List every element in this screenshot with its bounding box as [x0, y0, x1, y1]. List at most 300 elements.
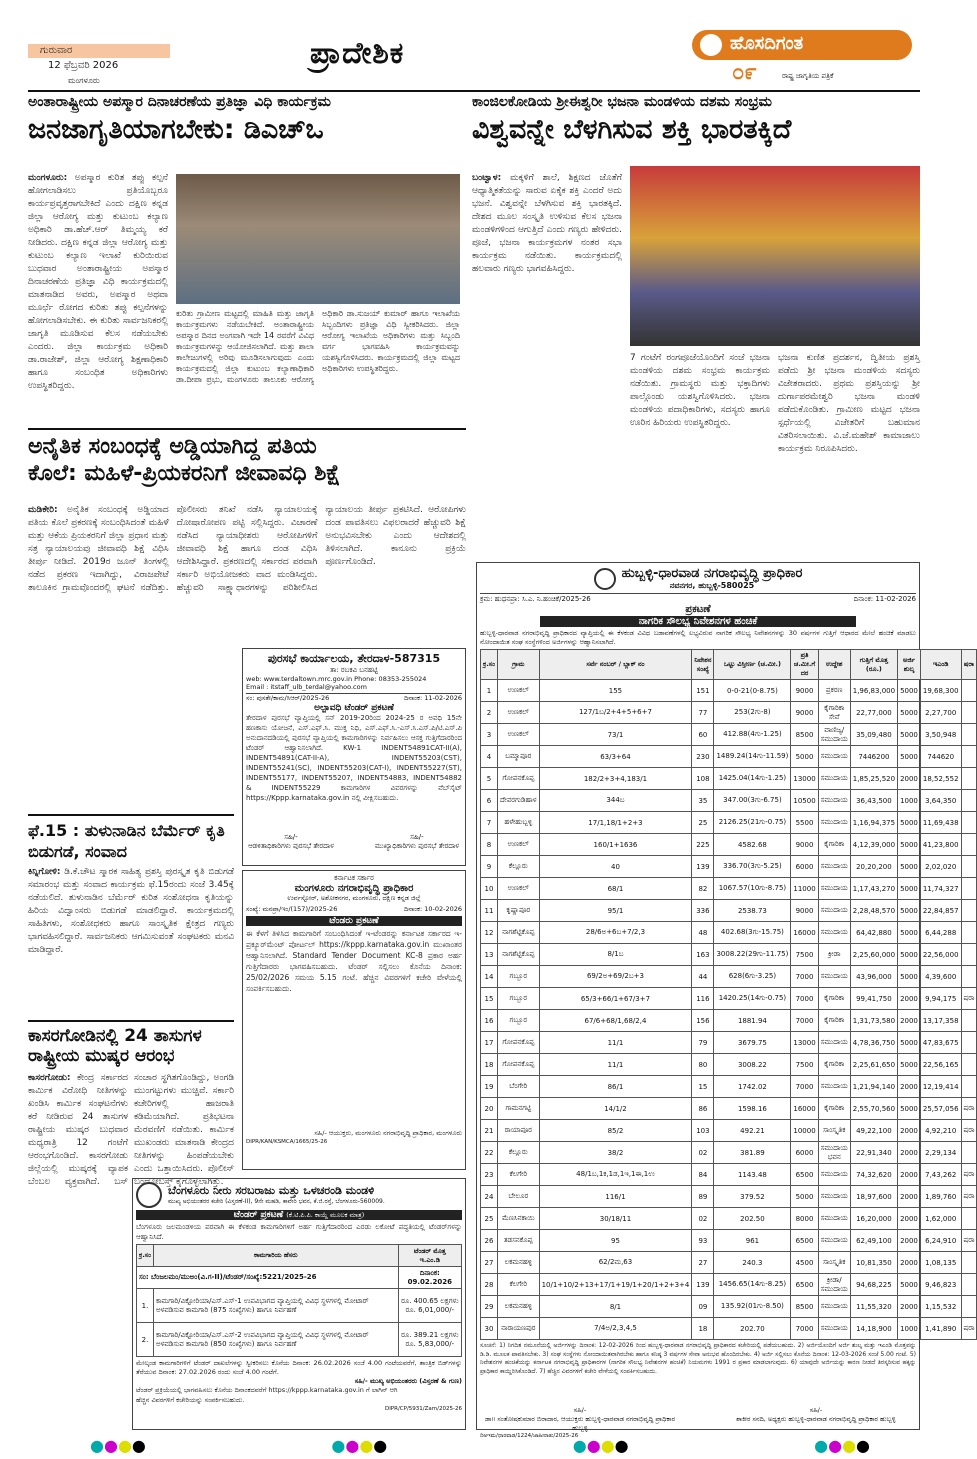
table-cell: 2,29,134 [920, 1142, 961, 1164]
table-cell: 62,49,100 [850, 1230, 897, 1252]
table-cell: ಷರಾ [961, 1120, 977, 1142]
table-cell: ದೇವರಗುಡಿಹಾಳ [498, 790, 540, 812]
table-cell: 22,56,000 [920, 944, 961, 966]
ad-code: DIPR/KAN/KSMCA/1665/25-26 [246, 1139, 328, 1145]
ad-body: ಈ ಕೆಳಗೆ ತಿಳಿಸಿದ ಕಾಮಗಾರಿಗೆ ಸಂಬಂಧಿಸಿದಂತೆ ಇ-ಟೆಂಡರನ್ನು ಕರ್ನಾಟಕ ಸರ್ಕಾರದ ಇ-ಪ್ರಕ್ಯೂರ್‌ಮೆಂಟ್ ಪೋರ್ಟಲ್ https://kppp.karnataka.gov.in ಮುಖಾಂತರ ಆಹ್ವಾನಿಸಲಾಗಿದೆ. Standard Tender Document KC-8 ಪ್ರಕಾರ ಅರ್ಹ ಗುತ್ತಿಗೆದಾರರು ಭಾಗವಹಿಸಬಹುದು. ಟೆಂಡರ್ ಸಲ್ಲಿಸಲು ಕೊನೆಯ ದಿನಾಂಕ: 25/02/2026 ಸಮಯ 5.15 ಗಂಟೆ. ಹೆಚ್ಚಿನ ವಿವರಗಳಿಗೆ ಕಚೇರಿ ವೇಳೆಯಲ್ಲಿ ಸಂಪರ್ಕಿಸಬಹುದು. [246, 929, 462, 993]
table-cell: 9000 [791, 680, 818, 702]
table-cell: 5000 [791, 746, 818, 768]
table-cell: 9,46,823 [920, 1274, 961, 1296]
ad-sign: ಸಹಿ/- ಆಯುಕ್ತರು, ಮಂಗಳೂರು ನಗರಾಭಿವೃದ್ಧಿ ಪ್ರಾಧಿಕಾರ, ಮಂಗಳೂರು [314, 1129, 462, 1137]
table-cell: 2,28,48,570 [850, 900, 897, 922]
table-cell: 28/6ಅ+6ಬ+7/2,3 [539, 922, 692, 944]
table-cell: 9 [481, 856, 498, 878]
table-cell: 139 [692, 856, 714, 878]
table-cell: 2000 [898, 1208, 921, 1230]
table-cell: 16 [481, 1010, 498, 1032]
row-no: 1. [137, 1289, 154, 1323]
table-cell: 1,08,135 [920, 1252, 961, 1274]
ad-title: ಬೆಂಗಳೂರು ನೀರು ಸರಬರಾಜು ಮತ್ತು ಒಳಚರಂಡಿ ಮಂಡಳಿ [168, 1184, 375, 1197]
table-cell: 10 [481, 878, 498, 900]
table-cell: ಷರಾ [961, 1098, 977, 1120]
table-cell: 1420.25(14ಗು-0.75) [714, 988, 791, 1010]
table-cell: 41,23,800 [920, 834, 961, 856]
table-cell: 1,16,94,375 [850, 812, 897, 834]
divider [28, 1020, 234, 1022]
table-cell: 95/1 [539, 900, 692, 922]
table-cell: ಸಮುದಾಯ [818, 1076, 850, 1098]
allotment-table [480, 649, 977, 1340]
table-row [481, 834, 977, 856]
table-cell: 67/6+68/1,68/2,4 [539, 1010, 692, 1032]
table-cell: 02 [692, 1142, 714, 1164]
table-cell: 5000 [898, 680, 921, 702]
ad-code: DIPR/CP/5931/Zam/2025-26 [384, 1406, 462, 1412]
table-cell: 7000 [791, 1076, 818, 1098]
table-cell [961, 1208, 977, 1230]
story-body-text: ಕೇಂದ್ರ ಸರ್ಕಾರದ ಕಾರ್ಮಿಕ ವಿರೋಧಿ ನೀತಿಗಳನ್ನು ಖಂಡಿಸಿ ಕಾರ್ಮಿಕ ಸಂಘಟನೆಗಳು ಕರೆ ನೀಡಿರುವ 24 ತಾಸುಗಳ ರಾಷ್ಟ್ರೀಯ ಮುಷ್ಕರ ಬುಧವಾರ ಮಧ್ಯರಾತ್ರಿ 12 ಗಂಟೆಗೆ ಆರಂಭಗೊಂಡಿದೆ. ಕಾಸರಗೋಡು ಜಿಲ್ಲೆಯಲ್ಲಿ ಮುಷ್ಕರಕ್ಕೆ ವ್ಯಾಪಕ ಬೆಂಬಲ ವ್ಯಕ್ತವಾಗಿದೆ. ಬಸ್ ಸಂಚಾರ ಸ್ಥಗಿತಗೊಂಡಿದ್ದು, ಅಂಗಡಿ ಮುಂಗಟ್ಟುಗಳು ಮುಚ್ಚಿವೆ. ಸರ್ಕಾರಿ ಕಚೇರಿಗಳಲ್ಲಿ ಹಾಜರಾತಿ ಕಡಿಮೆಯಾಗಿದೆ. ಪ್ರತಿಭಟನಾ ಮೆರವಣಿಗೆ ನಡೆಯಿತು. ಕಾರ್ಮಿಕ ಮುಖಂಡರು ಮಾತನಾಡಿ ಕೇಂದ್ರದ ನೀತಿಗಳನ್ನು ಹಿಂಪಡೆಯಬೇಕು ಎಂದು ಒತ್ತಾಯಿಸಿದರು. ಪೊಲೀಸ್ ಬಂದೋಬಸ್ತ್ ಕೈಗೊಳ್ಳಲಾಗಿತ್ತು. [28, 1073, 234, 1187]
table-cell: ಕೈಗಾರಿಕಾ [818, 1098, 850, 1120]
ad-sign: ಸಹಿ/- [573, 1406, 587, 1414]
table-cell: 225 [692, 834, 714, 856]
table-cell: 9000 [791, 702, 818, 724]
table-cell: ಸಮುದಾಯ ಭವನ [818, 1142, 850, 1164]
table-cell: 30/18/11 [539, 1208, 692, 1230]
table-cell: ಉಣಕಲ್ [498, 680, 540, 702]
table-cell: 1 [481, 680, 498, 702]
table-row [137, 1289, 462, 1323]
table-cell: 02 [692, 1208, 714, 1230]
table-cell: 182/2+3+4,183/1 [539, 768, 692, 790]
table-cell: ಕೆಲಗೇರಿ [498, 1164, 540, 1186]
table-cell: 14/1/2 [539, 1098, 692, 1120]
table-cell: 4582.68 [714, 834, 791, 856]
col-header: ಗ್ರಾಮ [498, 650, 540, 680]
table-cell: ಷರಾ [961, 1186, 977, 1208]
table-cell: 7500 [791, 1054, 818, 1076]
table-cell: 8500 [791, 1296, 818, 1318]
table-cell: 7000 [791, 966, 818, 988]
table-cell: 11000 [791, 878, 818, 900]
table-cell: 25,57,056 [920, 1098, 961, 1120]
ad-email: Email : itstaff_ulb_terdal@yahoo.com [246, 683, 367, 691]
table-cell: 7500 [791, 944, 818, 966]
table-cell: 9000 [791, 834, 818, 856]
table-cell: 5000 [898, 1098, 921, 1120]
ad-ref: ಸಂ: ಬೆಂಜಲಮಂ/ಮುಅಂ(ವಿ.ಗ-II)/ಟೆಂಡರ್/ಸಂಖ್ಯೆ:5221/2025-26 [137, 1267, 399, 1289]
table-row [481, 900, 977, 922]
row-name: ಕಾಮಗಾರಿ/ವಿಕ್ಟೋರಿಯಾ/ಎಸ್.ಎಸ್-1 ಉಪವಿಭಾಗದ ವ್ಯಾಪ್ತಿಯಲ್ಲಿ ವಿವಿಧ ಸ್ಥಳಗಳಲ್ಲಿ ಮೋಟಾರ್ ಅಳವಡಿಸುವ ಕಾಮಗಾರಿ (875 ಸಂಖ್ಯೆಗಳು) ಹಾಗೂ ನಿರ್ವಹಣೆ [154, 1289, 399, 1323]
table-cell: ಗಾಮನಗಟ್ಟಿ [498, 1098, 540, 1120]
table-cell: ಸಮುದಾಯ [818, 856, 850, 878]
table-cell: 6 [481, 790, 498, 812]
table-cell: 11/1 [539, 1054, 692, 1076]
table-cell: 7000 [791, 1318, 818, 1340]
story-kicker: ಕಾಂಜಿಲಕೋಡಿಯ ಶ್ರೀಈಶ್ವರೀ ಭಜನಾ ಮಂಡಳಿಯ ದಶಮ ಸಂಭ್ರಮ [472, 94, 772, 110]
col-header: ಅರ್ಜಿ ಶುಲ್ಕ [898, 650, 921, 680]
table-cell: 60 [692, 724, 714, 746]
table-cell: 2000 [898, 1120, 921, 1142]
table-cell: 86/1 [539, 1076, 692, 1098]
ad-signatory: ಆಡಳಿತಾಧಿಕಾರಿಗಳು ಪುರಸಭೆ ತೇರದಾಳ [248, 842, 334, 850]
story-body [28, 866, 234, 1006]
table-cell: 7446200 [850, 746, 897, 768]
table-cell: 22,91,340 [850, 1142, 897, 1164]
table-cell: 18 [692, 1318, 714, 1340]
table-cell: ಗೋಪನಕೊಪ್ಪ [498, 768, 540, 790]
table-cell: 74,32,620 [850, 1164, 897, 1186]
table-cell [961, 834, 977, 856]
paper-name: ಹೊಸದಿಗಂತ [730, 33, 804, 54]
ad-heading-note: (ಕೆ.ಟಿ.ಪಿ.ಪಿ. ಕಾಯ್ದೆ ಮೂಲಕ ಮಾತ್ರ) [286, 1211, 365, 1219]
table-cell: ಮೆಣಸಿನಕಾಯಿ [498, 1208, 540, 1230]
story-photo [630, 166, 920, 346]
bwssb-emblem-icon [136, 1182, 162, 1208]
ad-title: ಮಂಗಳೂರು ನಗರಾಭಿವೃದ್ಧಿ ಪ್ರಾಧಿಕಾರ [294, 883, 414, 894]
table-cell: 15 [481, 988, 498, 1010]
table-cell: 139 [692, 1274, 714, 1296]
table-cell: 202.70 [714, 1318, 791, 1340]
table-row [481, 746, 977, 768]
table-cell: 1598.16 [714, 1098, 791, 1120]
table-cell: 1,62,000 [920, 1208, 961, 1230]
publication-date: 12 ಫೆಬ್ರವರಿ 2026 [48, 60, 119, 71]
table-cell: 2000 [898, 1186, 921, 1208]
col-header: ಗುತ್ತಿಗೆ ಮೊತ್ತ (ರೂ.) [850, 650, 897, 680]
day-label: ಗುರುವಾರ [28, 44, 170, 58]
table-cell: 6500 [791, 1230, 818, 1252]
table-cell: ಹಳೇಹುಬ್ಬಳ್ಳಿ [498, 812, 540, 834]
table-row [481, 922, 977, 944]
table-cell: 2000 [898, 988, 921, 1010]
table-cell: 11,69,438 [920, 812, 961, 834]
table-cell: 8500 [791, 724, 818, 746]
table-cell: 108 [692, 768, 714, 790]
table-cell: 2,27,700 [920, 702, 961, 724]
dateline: ಕಾಸರಗೋಡು: [28, 1073, 71, 1083]
table-cell: 1,31,73,580 [850, 1010, 897, 1032]
table-cell: 99,41,750 [850, 988, 897, 1010]
ad-intro: ಬೆಂಗಳೂರು ಜಲಮಂಡಳಿಯ ಪರವಾಗಿ ಈ ಕೆಳಕಂಡ ಕಾಮಗಾರಿಗಳಿಗೆ ಅರ್ಹ ಗುತ್ತಿಗೆದಾರರಿಂದ ಎರಡು ಲಕೋಟೆ ಪದ್ಧತಿಯಲ್ಲಿ ಟೆಂಡರ್‌ಗಳನ್ನು ಆಹ್ವಾನಿಸಿದೆ. [136, 1223, 462, 1241]
table-cell: 48 [692, 922, 714, 944]
ad-subheading: ನಾಗರಿಕ ಸೌಲಭ್ಯ ನಿವೇಶನಗಳ ಹಂಚಿಕೆ [540, 616, 856, 627]
table-cell: ಸಾಂಸ್ಕೃತಿಕ [818, 1252, 850, 1274]
story-kicker: ಅಂತಾರಾಷ್ಟ್ರೀಯ ಅಪಸ್ಮಾರ ದಿನಾಚರಣೆಯ ಪ್ರತಿಜ್ಞಾ ವಿಧಿ ಕಾರ್ಯಕ್ರಮ [28, 94, 331, 110]
table-cell: ಉಣಕಲ್ [498, 834, 540, 856]
table-cell [961, 1010, 977, 1032]
ad-sign: ಸಹಿ/- ಮುಖ್ಯ ಅಭಿಯಂತರರು (ವಿಸ್ತರಣೆ & ಗುಣ) [354, 1377, 462, 1385]
table-cell: 79 [692, 1032, 714, 1054]
table-cell: ಸಮುದಾಯ [818, 768, 850, 790]
table-cell: 7,43,262 [920, 1164, 961, 1186]
table-cell: 412.88(4ಗು-1.25) [714, 724, 791, 746]
table-cell: 3,64,350 [920, 790, 961, 812]
table-cell: 14,18,900 [850, 1318, 897, 1340]
table-cell [961, 856, 977, 878]
table-cell: 95 [539, 1230, 692, 1252]
story-body-continued: 7 ಗಂಟೆಗೆ ರಂಗಪೂಜೆಯೊಂದಿಗೆ ಸಂಜೆ ಭಜನಾ ಮಂಡಳಿಯ ದಶಮ ಸಂಭ್ರಮ ಕಾರ್ಯಕ್ರಮ ನಡೆಯಿತು. ಗ್ರಾಮಸ್ಥರು ಮತ್ತು ಭಕ್ತಾದಿಗಳು ಪಾಲ್ಗೊಂಡು ಯಶಸ್ವಿಗೊಳಿಸಿದರು. ಭಜನಾ ಮಂಡಳಿಯ ಪದಾಧಿಕಾರಿಗಳು, ಸದಸ್ಯರು ಹಾಗೂ ಊರಿನ ಹಿರಿಯರು ಉಪಸ್ಥಿತರಿದ್ದರು. [630, 353, 770, 428]
table-cell [961, 1032, 977, 1054]
table-cell: 5000 [791, 1186, 818, 1208]
table-cell: 6000 [791, 1142, 818, 1164]
table-cell: 89 [692, 1186, 714, 1208]
row-no: 2. [137, 1323, 154, 1357]
table-cell: 1742.02 [714, 1076, 791, 1098]
table-row [481, 1076, 977, 1098]
table-row [481, 1032, 977, 1054]
col-header: ಕ್ರ.ಸಂ [137, 1245, 154, 1267]
table-cell: 84 [692, 1164, 714, 1186]
ad-footer: ಮೇಲ್ಕಂಡ ಕಾಮಗಾರಿಗಳಿಗೆ ಟೆಂಡರ್ ದಾಖಲೆಗಳನ್ನು ಸ್ವೀಕರಿಸಲು ಕೊನೆಯ ದಿನಾಂಕ: 26.02.2026 ಸಂಜೆ 4.00 ಗಂಟೆಯವರೆಗೆ, ತಾಂತ್ರಿಕ ಬಿಡ್‌ಗಳನ್ನು ತೆರೆಯುವ ದಿನಾಂಕ: 27.02.2026 ರಂದು ಸಂಜೆ 4.00 ಗಂಟೆಗೆ. [136, 1359, 462, 1376]
table-cell: ವಾಣಿಜ್ಯ/ಸಮುದಾಯ [818, 724, 850, 746]
table-cell: 1,89,760 [920, 1186, 961, 1208]
table-cell: 26 [481, 1230, 498, 1252]
table-cell [961, 746, 977, 768]
table-cell: 25 [692, 812, 714, 834]
table-cell: 64,42,880 [850, 922, 897, 944]
table-cell: ಸಮುದಾಯ [818, 1208, 850, 1230]
table-cell: 2,25,60,000 [850, 944, 897, 966]
table-row [481, 1318, 977, 1340]
table-cell: 30 [481, 1318, 498, 1340]
table-cell: 1,21,94,140 [850, 1076, 897, 1098]
table-cell: ಸಮುದಾಯ [818, 812, 850, 834]
col-header: ಷರಾ [961, 650, 977, 680]
story-headline-line2: ಕೊಲೆ: ಮಹಿಳೆ-ಪ್ರಿಯಕರನಿಗೆ ಜೀವಾವಧಿ ಶಿಕ್ಷೆ [28, 461, 341, 486]
ad-note: ಹೆಚ್ಚಿನ ವಿವರಗಳಿಗೆ ಕಚೇರಿಯನ್ನು ಸಂಪರ್ಕಿಸಬಹುದು. [136, 1396, 245, 1404]
table-cell: 2,02,020 [920, 856, 961, 878]
table-row [481, 856, 977, 878]
table-cell: 1,41,890 [920, 1318, 961, 1340]
table-cell: 1067.57(10ಗು-8.75) [714, 878, 791, 900]
table-cell: 5500 [791, 812, 818, 834]
table-cell: 20 [481, 1098, 498, 1120]
table-cell: 5000 [898, 702, 921, 724]
table-cell: ರಾಯಾಪೂರ [498, 1120, 540, 1142]
table-cell: ಸಮುದಾಯ [818, 922, 850, 944]
table-cell: 253(2ಗು-8) [714, 702, 791, 724]
divider [28, 428, 466, 430]
table-cell: 4,39,600 [920, 966, 961, 988]
table-cell: ಲಕಮನಹಳ್ಳಿ [498, 1252, 540, 1274]
table-cell: ಸಮುದಾಯ [818, 1230, 850, 1252]
registration-marks [90, 1436, 870, 1455]
color-dots-icon: ●●●● [90, 1436, 146, 1455]
dateline: ಕಿನ್ನಿಗೋಳಿ: [28, 867, 61, 877]
table-cell: 5000 [898, 724, 921, 746]
story-headline: ಫೆ.15 : ತುಳುನಾಡಿನ ಬೆರ್ಮೆರ್ ಕೃತಿ ಬಿಡುಗಡೆ, ಸಂವಾದ [28, 821, 225, 861]
table-cell: 744620 [920, 746, 961, 768]
table-cell: 116/1 [539, 1186, 692, 1208]
table-cell: 6500 [791, 1274, 818, 1296]
table-cell: 5 [481, 768, 498, 790]
table-cell: 103 [692, 1120, 714, 1142]
ad-heading: ಟೆಂಡರು ಪ್ರಕಟಣೆ [246, 916, 462, 926]
paper-tagline: ರಾಷ್ಟ್ರ ಜಾಗೃತಿಯ ಪತ್ರಿಕೆ [782, 72, 834, 80]
table-cell [961, 944, 977, 966]
ad-ref: ಸಂ: ಪುಸತೇ/ಕಾಮ/ಸಿಆರ್/2025-26 [246, 694, 330, 702]
table-cell: ತಡಸನಕೊಪ್ಪ [498, 1230, 540, 1252]
table-cell: ಷರಾ [961, 1318, 977, 1340]
table-cell: ನಾಗಶೆಟ್ಟಿಕೊಪ್ಪ [498, 944, 540, 966]
hdua-emblem-icon [594, 568, 616, 590]
table-cell: 14 [481, 966, 498, 988]
table-cell: 86 [692, 1098, 714, 1120]
story-headline: ವಿಶ್ವವನ್ನೇ ಬೆಳಗಿಸುವ ಶಕ್ತಿ ಭಾರತಕ್ಕಿದೆ [472, 114, 792, 145]
table-cell: 2000 [898, 768, 921, 790]
table-cell: 22,77,000 [850, 702, 897, 724]
table-cell: 4 [481, 746, 498, 768]
table-cell: 13000 [791, 768, 818, 790]
story-body-text: ಮಕ್ಕಳಿಗೆ ಶಾಲೆ, ಶಿಕ್ಷಣದ ಜೊತೆಗೆ ಆಧ್ಯಾತ್ಮಿಕತೆಯನ್ನು ಸಾರುವ ಏಕೈಕ ಶಕ್ತಿ ಎಂದರೆ ಅದು ಭಜನೆ. ವಿಶ್ವವನ್ನೇ ಬೆಳಗಿಸುವ ಶಕ್ತಿ ಭಾರತಕ್ಕಿದೆ. ದೇಶದ ಮೂಲ ಸಂಸ್ಕೃತಿ ಉಳಿಸುವ ಕೆಲಸ ಭಜನಾ ಮಂಡಳಿಗಳಿಂದ ಆಗುತ್ತಿದೆ ಎಂದು ಗಣ್ಯರು ಹೇಳಿದರು. ಪೂಜೆ, ಭಜನಾ ಕಾರ್ಯಕ್ರಮಗಳ ನಂತರ ಸಭಾ ಕಾರ್ಯಕ್ರಮ ನಡೆಯಿತು. ಕಾರ್ಯಕ್ರಮದಲ್ಲಿ ಹಲವಾರು ಗಣ್ಯರು ಭಾಗವಹಿಸಿದ್ದರು. [472, 173, 622, 274]
table-cell: 347.00(3ಗು-6.75) [714, 790, 791, 812]
story-body [472, 172, 622, 556]
table-cell: 151 [692, 680, 714, 702]
table-cell: 7000 [791, 988, 818, 1010]
table-cell: 0-0-21(0-8.75) [714, 680, 791, 702]
col-header: ಸರ್ವೆ ನಂಬರ್ / ಬ್ಲಾಕ್ ನಂ [539, 650, 692, 680]
table-row [481, 1054, 977, 1076]
table-cell: 156 [692, 1010, 714, 1032]
table-cell [961, 922, 977, 944]
table-row [481, 1274, 977, 1296]
table-cell [961, 1076, 977, 1098]
table-cell: 22,84,857 [920, 900, 961, 922]
table-cell: ಕ್ರೀಡಾ [818, 944, 850, 966]
table-cell: 21 [481, 1120, 498, 1142]
table-cell: 336.70(3ಗು-5.25) [714, 856, 791, 878]
table-cell: 2000 [898, 1252, 921, 1274]
table-cell: 5000 [898, 1032, 921, 1054]
table-cell: 2,55,70,560 [850, 1098, 897, 1120]
table-cell: 11 [481, 900, 498, 922]
story-body [28, 172, 168, 424]
color-dots-icon: ●●●● [331, 1436, 388, 1455]
table-cell: 163 [692, 944, 714, 966]
table-cell: 2,25,61,650 [850, 1054, 897, 1076]
ad-date: ದಿನಾಂಕ: 11-02-2026 [853, 595, 916, 603]
ad-bwssb-tender [132, 1178, 466, 1430]
table-cell: 11,74,327 [920, 878, 961, 900]
table-cell: 6500 [791, 1164, 818, 1186]
table-cell: 1881.94 [714, 1010, 791, 1032]
table-cell [961, 1252, 977, 1274]
table-cell [961, 900, 977, 922]
table-cell [961, 680, 977, 702]
col-header: ಇಎಂಡಿ [920, 650, 961, 680]
table-cell: 13,17,358 [920, 1010, 961, 1032]
table-cell [961, 1142, 977, 1164]
ad-date: ದಿನಾಂಕ: 10-02-2026 [404, 905, 462, 913]
ad-subtitle: ತಾ: ರಬಕವಿ ಬನಹಟ್ಟಿ [330, 666, 378, 674]
ad-code: ದಿಅಇಮ/ಧಾರವಾಡ/1224/ಜಾಹೀರಾತು/2025-26 [480, 1433, 579, 1439]
table-cell: 116 [692, 988, 714, 1010]
table-cell: 492.21 [714, 1120, 791, 1142]
table-row [481, 702, 977, 724]
table-cell: 27 [481, 1252, 498, 1274]
table-cell: 44 [692, 966, 714, 988]
table-cell: ಸಮುದಾಯ [818, 878, 850, 900]
table-cell: 2000 [898, 1076, 921, 1098]
masthead-rule [28, 90, 920, 92]
table-cell: 336 [692, 900, 714, 922]
table-cell: 3008.22 [714, 1054, 791, 1076]
table-cell: 1456.65(14ಗು-8.25) [714, 1274, 791, 1296]
ad-subtitle: ನವನಗರ, ಹುಬ್ಬಳ್ಳಿ-580025 [669, 581, 755, 590]
table-cell: 4500 [791, 1252, 818, 1274]
table-cell: 19,68,300 [920, 680, 961, 702]
table-cell: 77 [692, 702, 714, 724]
table-cell: 2000 [898, 1010, 921, 1032]
ad-date: ದಿನಾಂಕ: 11-02-2026 [404, 694, 462, 702]
table-cell: 379.52 [714, 1186, 791, 1208]
row-name: ಕಾಮಗಾರಿ/ವಿಕ್ಟೋರಿಯಾ/ಎಸ್.ಎಸ್-2 ಉಪವಿಭಾಗದ ವ್ಯಾಪ್ತಿಯಲ್ಲಿ ವಿವಿಧ ಸ್ಥಳಗಳಲ್ಲಿ ಮೋಟಾರ್ ಅಳವಡಿಸುವ ಕಾಮಗಾರಿ (850 ಸಂಖ್ಯೆಗಳು) ಹಾಗೂ ನಿರ್ವಹಣೆ [154, 1323, 399, 1357]
table-cell: 29 [481, 1296, 498, 1318]
table-cell: ಲಕಮನಹಳ್ಳಿ [498, 1296, 540, 1318]
col-header: ಕ್ರ.ಸಂ [481, 650, 498, 680]
table-cell: 3 [481, 724, 498, 746]
table-cell [961, 702, 977, 724]
table-cell: 7000 [791, 1010, 818, 1032]
table-row [481, 768, 977, 790]
table-cell: ಸಮುದಾಯ [818, 1296, 850, 1318]
table-cell: 127/1ಬ/2+4+5+6+7 [539, 702, 692, 724]
table-cell [961, 1274, 977, 1296]
table-row [481, 966, 977, 988]
table-cell: 40 [539, 856, 692, 878]
table-cell [961, 1296, 977, 1318]
ad-signatory: ಶಾಕೀರ ಸನದಿ, ಅಧ್ಯಕ್ಷರು ಹುಬ್ಬಳ್ಳಿ-ಧಾರವಾಡ ನಗರಾಭಿವೃದ್ಧಿ ಪ್ರಾಧಿಕಾರ ಹುಬ್ಬಳ್ಳಿ [736, 1415, 896, 1423]
table-cell: 381.89 [714, 1142, 791, 1164]
table-cell: ಉಣಕಲ್ [498, 724, 540, 746]
ad-portal: ಟೆಂಡರ್ ಪ್ರಕ್ರಿಯೆಯಲ್ಲಿ ಭಾಗವಹಿಸಲು ಕೊನೆಯ ದಿನಾಂಕದವರೆಗೆ https://kppp.karnataka.gov.in ಗೆ ಲಾಗಿನ್ ಆಗಿ [136, 1386, 398, 1394]
table-cell: 6000 [791, 856, 818, 878]
row-amount: ರೂ. 389.21 ಲಕ್ಷಗಳು ರೂ. 5,83,000/- [398, 1323, 461, 1357]
table-row [137, 1323, 462, 1357]
ad-sign: ಸಹಿ/- [284, 833, 298, 841]
ad-title: ಪುರಸಭೆ ಕಾರ್ಯಾಲಯ, ತೇರದಾಳ-587315 [267, 652, 441, 665]
table-cell: ಸಾಂಸ್ಕೃತಿಕ [818, 1120, 850, 1142]
story-headline-line1: ಅನೈತಿಕ ಸಂಬಂಧಕ್ಕೆ ಅಡ್ಡಿಯಾಗಿದ್ದ ಪತಿಯ [28, 434, 317, 459]
table-cell: 4,92,210 [920, 1120, 961, 1142]
table-cell: 9,94,175 [920, 988, 961, 1010]
table-cell: 49,22,100 [850, 1120, 897, 1142]
table-cell: ಸಮುದಾಯ [818, 790, 850, 812]
table-cell: 628(6ಗು-3.25) [714, 966, 791, 988]
table-cell: 3008.22(29ಗು-11.75) [714, 944, 791, 966]
story-body-text: ಅನೈತಿಕ ಸಂಬಂಧಕ್ಕೆ ಅಡ್ಡಿಯಾದ ಪತಿಯ ಕೊಲೆ ಪ್ರಕರಣಕ್ಕೆ ಸಂಬಂಧಿಸಿದಂತೆ ಮಹಿಳೆ ಮತ್ತು ಆಕೆಯ ಪ್ರಿಯಕರನಿಗೆ ಜಿಲ್ಲಾ ಪ್ರಧಾನ ಮತ್ತು ಸತ್ರ ನ್ಯಾಯಾಲಯವು ಜೀವಾವಧಿ ಶಿಕ್ಷೆ ವಿಧಿಸಿ ತೀರ್ಪು ನೀಡಿದೆ. 2019ರ ಜೂನ್ ತಿಂಗಳಲ್ಲಿ ನಡೆದ ಪ್ರಕರಣ ಇದಾಗಿದ್ದು, ವಿರಾಜಪೇಟೆ ತಾಲೂಕಿನ ಗ್ರಾಮವೊಂದರಲ್ಲಿ ಘಟನೆ ನಡೆದಿತ್ತು. ಪೊಲೀಸರು ತನಿಖೆ ನಡೆಸಿ ನ್ಯಾಯಾಲಯಕ್ಕೆ ದೋಷಾರೋಪಣ ಪಟ್ಟಿ ಸಲ್ಲಿಸಿದ್ದರು. ವಿಚಾರಣೆ ನಡೆಸಿದ ನ್ಯಾಯಾಧೀಶರು ಆರೋಪಿಗಳಿಗೆ ಜೀವಾವಧಿ ಶಿಕ್ಷೆ ಹಾಗೂ ದಂಡ ವಿಧಿಸಿ ಆದೇಶಿಸಿದ್ದಾರೆ. ಪ್ರಕರಣದಲ್ಲಿ ಸರ್ಕಾರದ ಪರವಾಗಿ ಸರ್ಕಾರಿ ಅಭಿಯೋಜಕರು ವಾದ ಮಂಡಿಸಿದ್ದರು. ಹೆಚ್ಚುವರಿ ಸಾಕ್ಷ್ಯಾಧಾರಗಳನ್ನು ಪರಿಶೀಲಿಸಿದ ನ್ಯಾಯಾಲಯ ತೀರ್ಪು ಪ್ರಕಟಿಸಿದೆ. ಆರೋಪಿಗಳು ದಂಡ ಪಾವತಿಸಲು ವಿಫಲರಾದರೆ ಹೆಚ್ಚುವರಿ ಶಿಕ್ಷೆ ಅನುಭವಿಸಬೇಕು ಎಂದು ಆದೇಶದಲ್ಲಿ ತಿಳಿಸಲಾಗಿದೆ. ಕಾನೂನು ಪ್ರಕ್ರಿಯೆ ಪೂರ್ಣಗೊಂಡಿದೆ. [28, 505, 466, 593]
table-cell: 82 [692, 878, 714, 900]
table-cell: 961 [714, 1230, 791, 1252]
table-cell: 5000 [898, 878, 921, 900]
ad-body: ತೇರದಾಳ ಪುರಸಭೆ ವ್ಯಾಪ್ತಿಯಲ್ಲಿ ಸನ್ 2019-20ರಿಂದ 2024-25 ರ ಅವಧಿ 15ನೇ ಹಣಕಾಸು ಯೋಜನೆ, ಎಸ್.ಎಫ್.ಸಿ. ಮುಕ್ತ ನಿಧಿ, ಎಸ್.ಎಫ್.ಸಿ.-ಎಸ್.ಸಿ.ಎಸ್.ಪಿ/ಟಿ.ಎಸ್.ಪಿ ಅನುದಾನದಡಿಯಲ್ಲಿ ಪುರಸಭೆ ವ್ಯಾಪ್ತಿಯಲ್ಲಿ ಕಾಮಗಾರಿಗಳನ್ನು ನಿರ್ವಹಿಸಲು ಆಸಕ್ತ ಗುತ್ತಿಗೆದಾರರಿಂದ ಟೆಂಡರ್ ಆಹ್ವಾನಿಸಲಾಗಿದೆ. KW-1 INDENT54891CAT-II(A), INDENT54891(CAT-II-A), INDENT55203(CST), INDENT55241(SC), INDENT55203(CAT-I), INDENT55227(ST), INDENT55177, INDENT55207, INDENT54883, INDENT54882 & INDENT55229 ಕಾಮಗಾರಿಗಳ ವಿವರಗಳನ್ನು ವೆಬ್‌ಸೈಟ್ https://Kppp.karnataka.gov.in ನಲ್ಲಿ ವೀಕ್ಷಿಸಬಹುದು. [246, 714, 462, 802]
table-cell [961, 966, 977, 988]
table-cell: 20,20,200 [850, 856, 897, 878]
ad-gov: ಕರ್ನಾಟಕ ಸರ್ಕಾರ [334, 874, 374, 882]
table-cell: 43,96,000 [850, 966, 897, 988]
table-cell: 6,44,288 [920, 922, 961, 944]
story-body-continued: ಕುರಿತು ಗ್ರಾಮೀಣ ಮಟ್ಟದಲ್ಲಿ ಮಾಹಿತಿ ಮತ್ತು ಜಾಗೃತಿ ಕಾರ್ಯಕ್ರಮಗಳು ನಡೆಯಬೇಕಿದೆ. ಅಂತಾರಾಷ್ಟ್ರೀಯ ಅಪಸ್ಮಾರ ದಿನದ ಅಂಗವಾಗಿ ಇದೇ 14 ರವರೆಗೆ ವಿವಿಧ ಕಾರ್ಯಕ್ರಮಗಳನ್ನು ಆಯೋಜಿಸಲಾಗಿದೆ. ಮತ್ತು ಶಾಲಾ ಕಾಲೇಜುಗಳಲ್ಲಿ ಅರಿವು ಮೂಡಿಸಲಾಗುವುದು ಎಂದು ಕಾರ್ಯಕ್ರಮದಲ್ಲಿ ಜಿಲ್ಲಾ ಕುಟುಂಬ ಕಲ್ಯಾಣಾಧಿಕಾರಿ ಡಾ.ದೀಪಾ ಪ್ರಭು, ಮಂಗಳೂರು ತಾಲೂಕು ಆರೋಗ್ಯ ಅಧಿಕಾರಿ ಡಾ.ಸುಜಯ್ ಕುಮಾರ್ ಹಾಗೂ ಇಲಾಖೆಯ ಸಿಬ್ಬಂದಿಗಳು ಪ್ರತಿಜ್ಞಾ ವಿಧಿ ಸ್ವೀಕರಿಸಿದರು. ಜಿಲ್ಲಾ ಆರೋಗ್ಯ ಇಲಾಖೆಯ ಅಧಿಕಾರಿಗಳು ಮತ್ತು ಸಿಬ್ಬಂದಿ ವರ್ಗ ಭಾಗವಹಿಸಿ ಕಾರ್ಯಕ್ರಮವನ್ನು ಯಶಸ್ವಿಗೊಳಿಸಿದರು. ಕಾರ್ಯಕ್ರಮದಲ್ಲಿ ಜಿಲ್ಲಾ ಮಟ್ಟದ ಅಧಿಕಾರಿಗಳು ಉಪಸ್ಥಿತರಿದ್ದರು. [176, 309, 460, 384]
table-cell: 22,56,165 [920, 1054, 961, 1076]
table-cell: ಸಮುದಾಯ [818, 900, 850, 922]
table-cell: 38/2 [539, 1142, 692, 1164]
table-cell: 240.3 [714, 1252, 791, 1274]
story-epilepsy [28, 94, 460, 424]
table-cell: 63/3+64 [539, 746, 692, 768]
table-row [481, 1120, 977, 1142]
table-cell [961, 1054, 977, 1076]
story-body-text: ಡಿ.ಕೆ.ಚೌಟ ಸ್ಮಾರಕ ಸಾಹಿತ್ಯ ಪ್ರಶಸ್ತಿ ಪುರಸ್ಕೃತ ಕೃತಿ ಬಿಡುಗಡೆ ಸಮಾರಂಭ ಮತ್ತು ಸಂವಾದ ಕಾರ್ಯಕ್ರಮ ಫೆ.15ರಂದು ಸಂಜೆ 3.45ಕ್ಕೆ ನಡೆಯಲಿದೆ. ತುಳುನಾಡಿನ ಬೆರ್ಮೆರ್ ಕುರಿತ ಸಂಶೋಧನಾ ಕೃತಿಯನ್ನು ಹಿರಿಯ ವಿದ್ವಾಂಸರು ಬಿಡುಗಡೆ ಮಾಡಲಿದ್ದಾರೆ. ಕಾರ್ಯಕ್ರಮದಲ್ಲಿ ಸಾಹಿತಿಗಳು, ಸಂಶೋಧಕರು ಹಾಗೂ ಸಾಂಸ್ಕೃತಿಕ ಕ್ಷೇತ್ರದ ಗಣ್ಯರು ಭಾಗವಹಿಸಲಿದ್ದಾರೆ. ಸಾರ್ವಜನಿಕರು ಆಗಮಿಸುವಂತೆ ಸಂಘಟಕರು ಮನವಿ ಮಾಡಿದ್ದಾರೆ. [28, 867, 234, 955]
table-row [481, 1010, 977, 1032]
